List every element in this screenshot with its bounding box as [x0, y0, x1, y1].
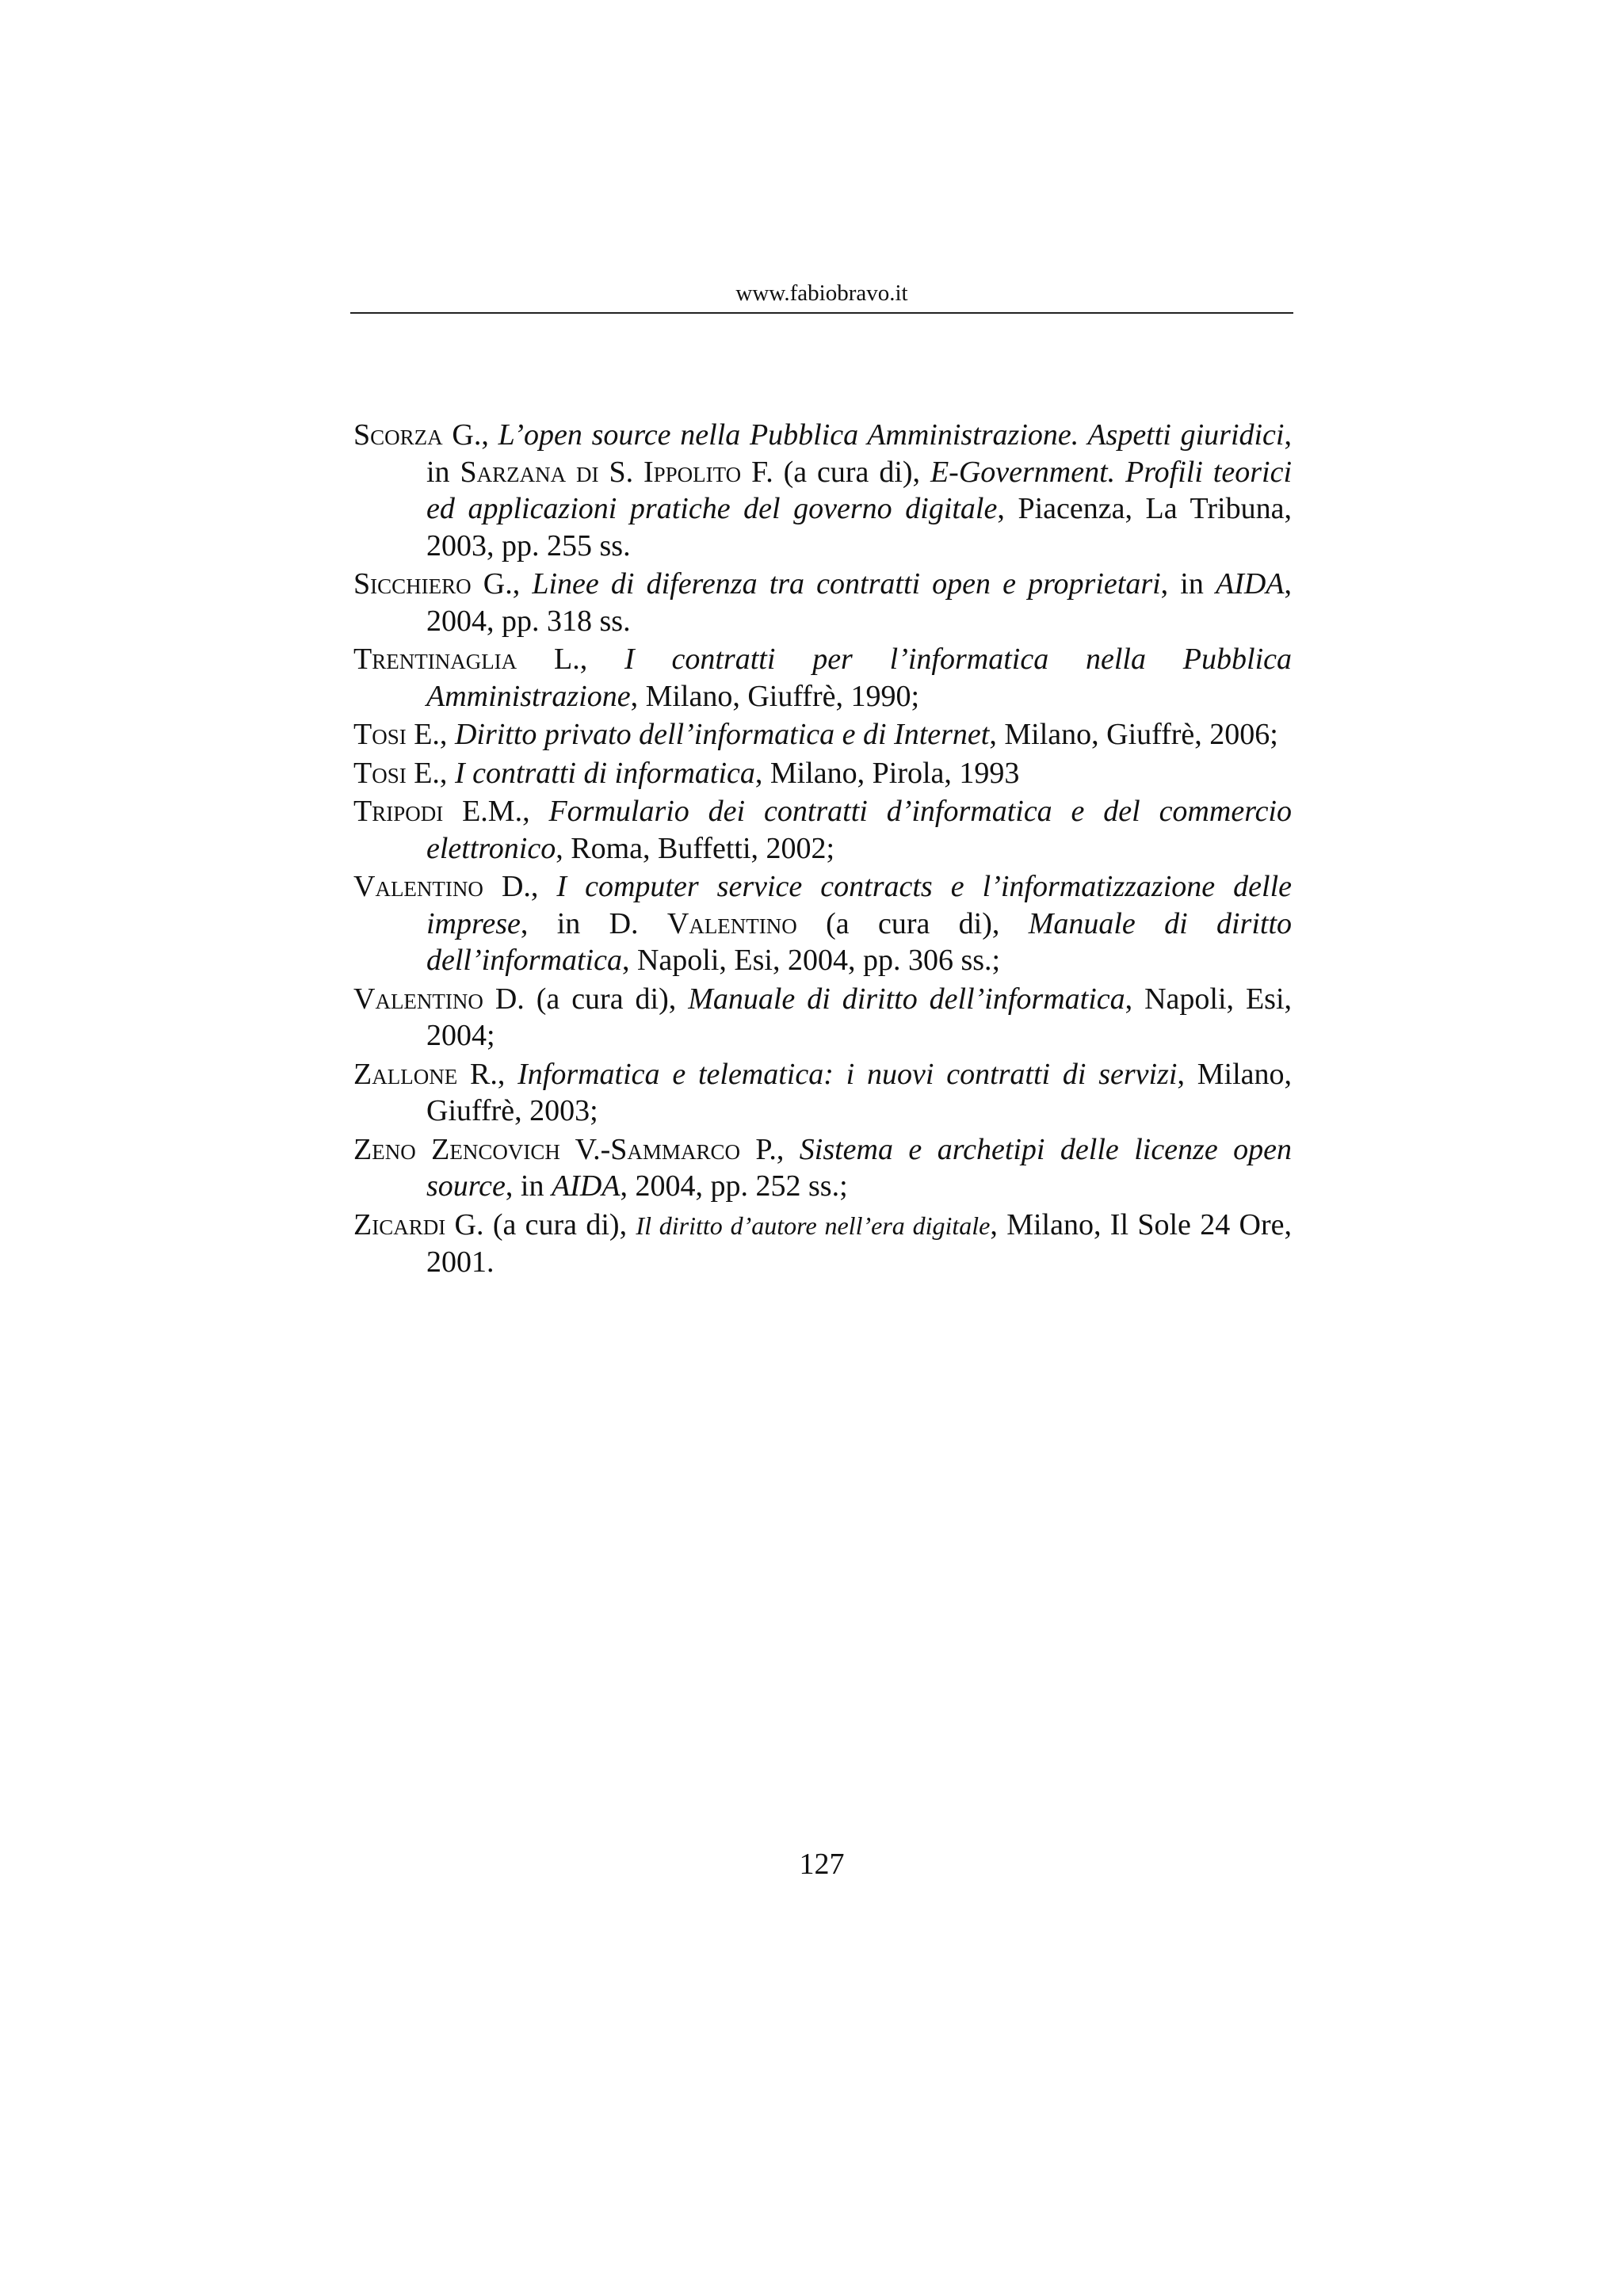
author-name: Zeno Zencovich [353, 1132, 560, 1166]
citation-text: G., [442, 418, 498, 452]
work-title: Manuale di diritto dell’informatica [426, 906, 1293, 977]
citation-text: E.M., [443, 795, 549, 828]
bibliography-entry [353, 641, 1292, 715]
author-name: Valentino [353, 982, 483, 1016]
author-name: Tosi [353, 718, 407, 751]
header-divider [350, 312, 1293, 314]
citation-text: D. (a cura di), [483, 982, 689, 1016]
citation-text: F. (a cura di), [741, 455, 930, 489]
bibliography-entry [353, 793, 1292, 867]
citation-text: , Milano, Giuffrè, 2006; [989, 718, 1278, 751]
journal-title: AIDA [551, 1169, 621, 1203]
citation-text: , Napoli, Esi, 2004, pp. 306 ss.; [621, 944, 1001, 977]
work-title: I computer service contracts e l’informatizzazione delle imprese [426, 870, 1292, 940]
citation-text: , Piacenza, La Tribuna, 2003, pp. 255 ss. [426, 492, 1292, 563]
citation-text: G. (a cura di), [445, 1207, 636, 1241]
work-title: Manuale di diritto dell’informatica [688, 982, 1125, 1016]
author-name: Sammarco [610, 1132, 740, 1166]
work-title: L’open source nella Pubblica Amministrazione. Aspetti giuridici [498, 418, 1285, 452]
citation-text: , Milano, Giuffrè, 2003; [426, 1057, 1292, 1127]
page-number: 127 [799, 1848, 845, 1881]
work-title: Il diritto d’autore nell’era digitale [636, 1211, 991, 1240]
author-name: Trentinaglia [353, 643, 517, 676]
work-title: Linee di diferenza tra contratti open e proprietari [532, 567, 1161, 601]
citation-text: , in [426, 418, 1292, 489]
citation-text: , 2004, pp. 252 ss.; [620, 1169, 848, 1203]
citation-text: V.- [559, 1132, 611, 1166]
author-name: Tripodi [353, 795, 444, 828]
author-name: Scorza [353, 418, 443, 452]
work-title: I contratti di informatica [454, 756, 755, 790]
citation-text: , Roma, Buffetti, 2002; [556, 831, 835, 865]
citation-text: , in [1160, 567, 1216, 601]
citation-text: , Milano, Il Sole 24 Ore, 2001. [426, 1207, 1293, 1279]
work-title: I contratti per l’informatica nella Pubblica Amministrazione [426, 643, 1292, 713]
citation-text: E., [406, 756, 455, 790]
journal-title: AIDA [1215, 567, 1285, 601]
work-title: Formulario dei contratti d’informatica e del commercio elettronico [426, 795, 1292, 865]
citation-text: , 2004, pp. 318 ss. [426, 567, 1293, 638]
citation-text: , Milano, Giuffrè, 1990; [630, 679, 920, 713]
author-name: Valentino [666, 906, 797, 940]
bibliography-entry [353, 716, 1292, 753]
work-title: Diritto privato dell’informatica e di Internet [454, 718, 990, 751]
author-name: Valentino [353, 870, 483, 903]
citation-text: P., [739, 1132, 800, 1166]
author-name: Zicardi [353, 1207, 446, 1241]
citation-text: G., [471, 567, 533, 601]
citation-text: , in D. [520, 906, 667, 940]
citation-text: , Napoli, Esi, 2004; [426, 982, 1293, 1052]
citation-text: R., [457, 1057, 518, 1091]
author-name: Tosi [353, 756, 407, 790]
bibliography-entry [353, 868, 1292, 979]
bibliography-entry [353, 566, 1292, 639]
citation-text: (a cura di), [796, 906, 1029, 940]
author-name: Ippolito [643, 455, 742, 489]
author-name: Sarzana di [460, 455, 599, 489]
bibliography-entry [353, 417, 1292, 564]
work-title: E-Government. Profili teorici ed applicazioni pratiche del governo digitale [426, 455, 1293, 525]
citation-text: D., [483, 870, 557, 903]
author-name: Sicchiero [353, 567, 472, 601]
work-title: Sistema e archetipi delle licenze open source [426, 1132, 1293, 1203]
bibliography-entry [353, 755, 1292, 792]
citation-text: , Milano, Pirola, 1993 [754, 756, 1020, 790]
author-name: Zallone [353, 1057, 458, 1091]
bibliography-entry [353, 981, 1292, 1055]
work-title: Informatica e telematica: i nuovi contratti di servizi [517, 1057, 1178, 1091]
citation-text: S. [598, 455, 643, 489]
citation-text: L., [517, 643, 625, 676]
citation-text: E., [406, 718, 455, 751]
bibliography-entry [353, 1056, 1292, 1130]
bibliography-list [353, 417, 1292, 1283]
citation-text: , in [505, 1169, 552, 1203]
running-header-site: www.fabiobravo.it [735, 280, 908, 306]
bibliography-entry [353, 1131, 1292, 1205]
bibliography-entry [353, 1207, 1292, 1281]
